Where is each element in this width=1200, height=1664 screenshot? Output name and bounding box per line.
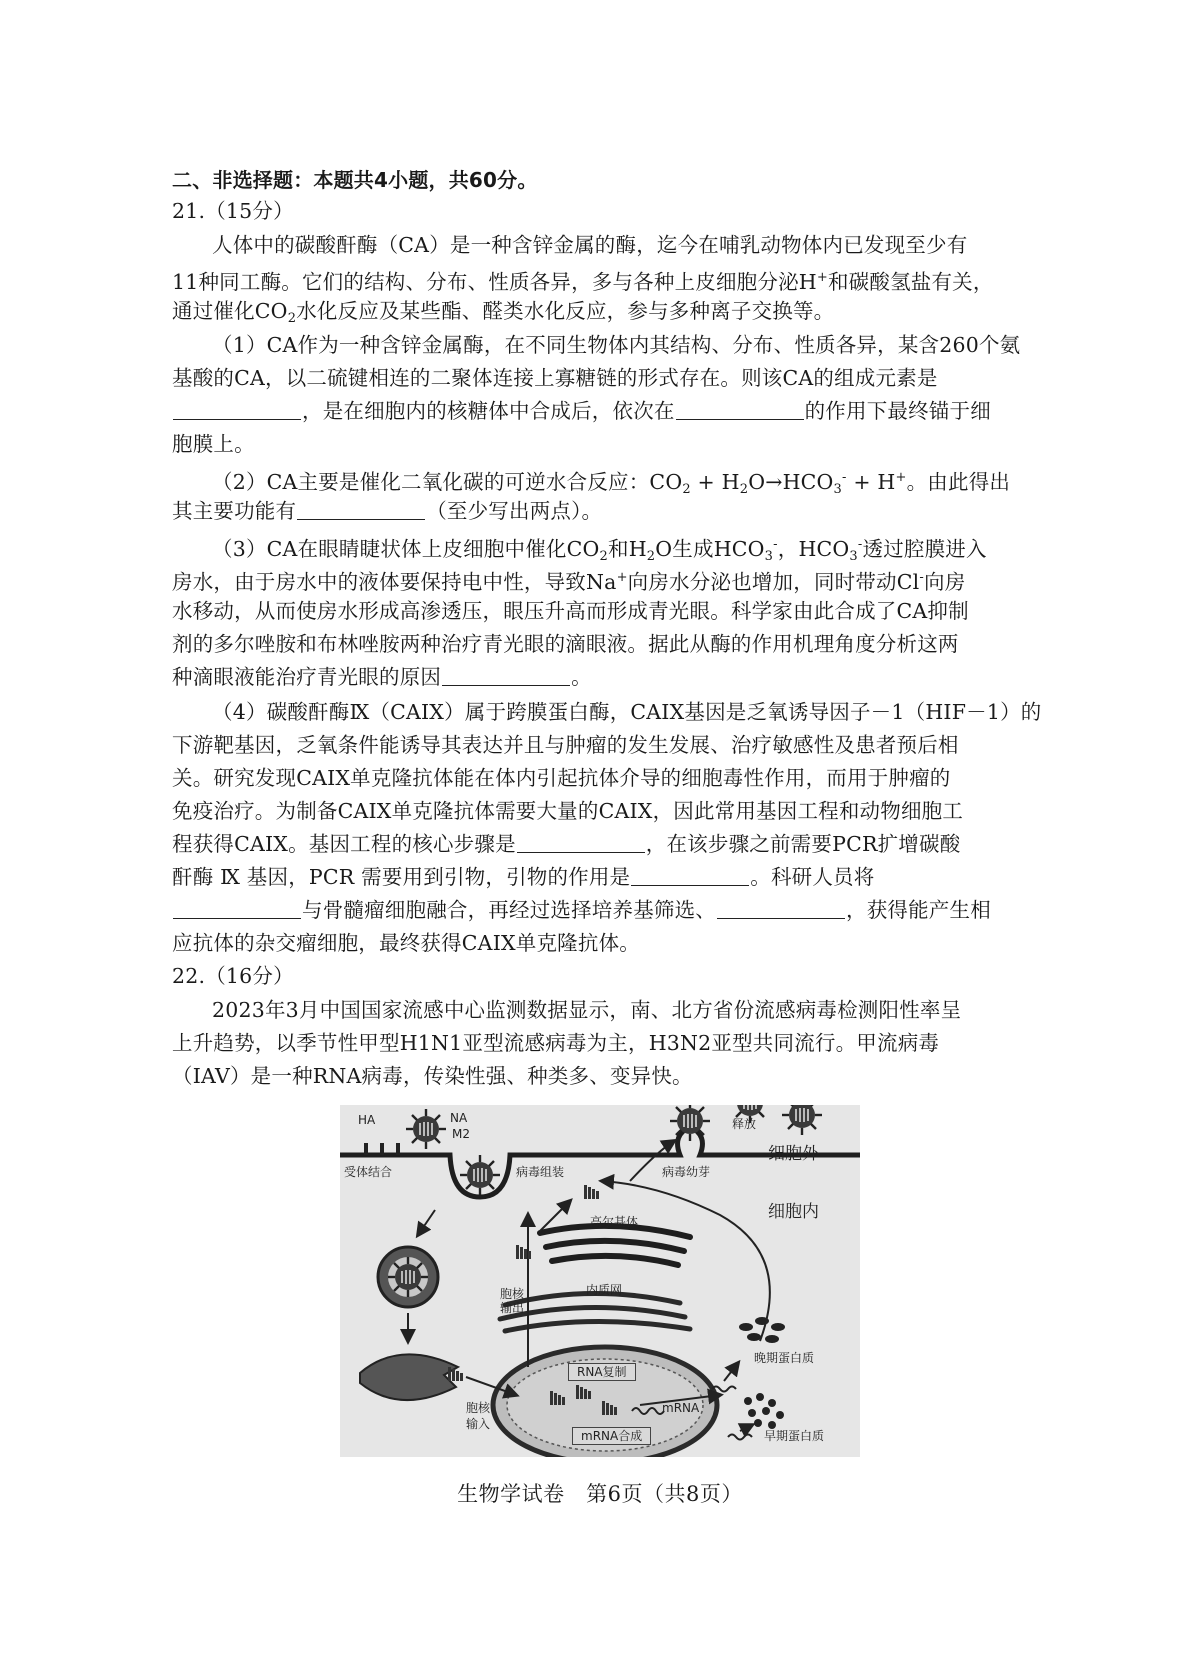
answer-blank[interactable] <box>631 865 749 886</box>
virus-life-cycle-diagram <box>340 1105 860 1457</box>
q22-line-1: 2023年3月中国国家流感中心监测数据显示，南、北方省份流感病毒检测阳性率呈 <box>212 998 962 1022</box>
q21-p4-line-6: 酐酶 Ⅸ 基因，PCR 需要用到引物，引物的作用是 。科研人员将 <box>172 865 875 889</box>
q21-p2-line-1: （2）CA主要是催化二氧化碳的可逆水合反应：$CO_2 + H_2O\to HCO_3^- + H^+$。由此得出 <box>212 470 1011 497</box>
label-m2: M2 <box>452 1127 470 1141</box>
q22-line-3: （IAV）是一种RNA病毒，传染性强、种类多、变异快。 <box>172 1064 693 1088</box>
label-release: 释放 <box>732 1117 757 1131</box>
answer-blank[interactable] <box>517 832 645 853</box>
label-receptor-binding: 受体结合 <box>344 1165 393 1179</box>
q21-p3-line-5: 种滴眼液能治疗青光眼的原因 。 <box>172 665 592 689</box>
q21-p1-line-4: 胞膜上。 <box>172 432 255 456</box>
label-nuclear-export-2: 输出 <box>500 1301 525 1315</box>
q21-p4-line-1: （4）碳酸酐酶Ⅸ（CAIX）属于跨膜蛋白酶，CAIX基因是乏氧诱导因子－1（HIF－1）的 <box>212 700 1042 724</box>
q21-p3-line-4: 剂的多尔唑胺和布林唑胺两种治疗青光眼的滴眼液。据此从酶的作用机理角度分析这两 <box>172 632 959 656</box>
label-inside-cell: 细胞内 <box>768 1202 819 1222</box>
answer-blank[interactable] <box>297 499 425 520</box>
q21-p4-line-7: 与骨髓瘤细胞融合，再经过选择培养基筛选、 ，获得能产生相 <box>172 895 991 925</box>
label-late-protein: 晚期蛋白质 <box>754 1351 815 1365</box>
answer-blank[interactable] <box>442 665 570 686</box>
q22-number: 22.（16分） <box>172 964 294 988</box>
label-assembly: 病毒组装 <box>516 1165 565 1179</box>
label-early-protein: 早期蛋白质 <box>764 1429 825 1443</box>
label-mrna-synthesis: mRNA合成 <box>572 1427 651 1445</box>
label-er: 内质网 <box>586 1283 623 1297</box>
label-na: NA <box>450 1111 468 1125</box>
q21-intro-line-1: 人体中的碳酸酐酶（CA）是一种含锌金属的酶，迄今在哺乳动物体内已发现至少有 <box>212 233 968 257</box>
label-nuclear-import-1: 胞核 <box>466 1401 491 1415</box>
q21-p2-line-2: 其主要功能有 （至少写出两点）。 <box>172 499 603 523</box>
label-budding: 病毒幼芽 <box>662 1165 711 1179</box>
answer-blank[interactable] <box>717 898 845 919</box>
q21-number: 21.（15分） <box>172 199 294 223</box>
q21-p3-line-1: （3）CA在眼睛睫状体上皮细胞中催化$CO_2$和$H_2O$生成$HCO_3^-$，$HCO_3^-$透过腔膜进入 <box>212 537 987 564</box>
label-ha: HA <box>358 1113 376 1127</box>
q21-p4-line-2: 下游靶基因，乏氧条件能诱导其表达并且与肿瘤的发生发展、治疗敏感性及患者预后相 <box>172 733 959 757</box>
q21-p4-line-8: 应抗体的杂交瘤细胞，最终获得CAIX单克隆抗体。 <box>172 931 640 955</box>
section-heading: 二、非选择题：本题共4小题，共60分。 <box>172 168 538 192</box>
q21-intro-line-3: 通过催化$CO_2$水化反应及某些酯、醛类水化反应，参与多种离子交换等。 <box>172 299 835 326</box>
q21-intro-line-2: 11种同工酶。它们的结构、分布、性质各异，多与各种上皮细胞分泌H+和碳酸氢盐有关， <box>172 270 994 294</box>
q22-line-2: 上升趋势，以季节性甲型H1N1亚型流感病毒为主，H3N2亚型共同流行。甲流病毒 <box>172 1031 940 1055</box>
label-mrna: mRNA <box>662 1401 700 1415</box>
answer-blank[interactable] <box>173 399 301 420</box>
q21-p1-line-3: ，是在细胞内的核糖体中合成后，依次在 的作用下最终锚于细 <box>172 396 991 426</box>
q21-p4-line-3: 关。研究发现CAIX单克隆抗体能在体内引起抗体介导的细胞毒性作用，而用于肿瘤的 <box>172 766 951 790</box>
label-outside-cell: 细胞外 <box>768 1144 819 1164</box>
page-footer: 生物学试卷 第6页（共8页） <box>457 1482 743 1506</box>
label-rna-replication: RNA复制 <box>568 1363 636 1381</box>
q21-p4-line-4: 免疫治疗。为制备CAIX单克隆抗体需要大量的CAIX，因此常用基因工程和动物细胞工 <box>172 799 964 823</box>
answer-blank[interactable] <box>173 898 301 919</box>
q21-p4-line-5: 程获得CAIX。基因工程的核心步骤是 ，在该步骤之前需要PCR扩增碳酸 <box>172 832 961 856</box>
q21-p3-line-2: 房水，由于房水中的液体要保持电中性，导致Na+向房水分泌也增加，同时带动Cl-向房 <box>172 570 966 594</box>
q21-p3-line-3: 水移动，从而使房水形成高渗透压，眼压升高而形成青光眼。科学家由此合成了CA抑制 <box>172 599 969 623</box>
label-nuclear-export-1: 胞核 <box>500 1287 525 1301</box>
answer-blank[interactable] <box>676 399 804 420</box>
q21-p1-line-2: 基酸的CA，以二硫键相连的二聚体连接上寡糖链的形式存在。则该CA的组成元素是 <box>172 366 938 390</box>
label-golgi: 高尔基体 <box>590 1215 639 1229</box>
q21-p1-line-1: （1）CA作为一种含锌金属酶，在不同生物体内其结构、分布、性质各异，某含260个氨 <box>212 333 1021 357</box>
label-nuclear-import-2: 输入 <box>466 1417 491 1431</box>
